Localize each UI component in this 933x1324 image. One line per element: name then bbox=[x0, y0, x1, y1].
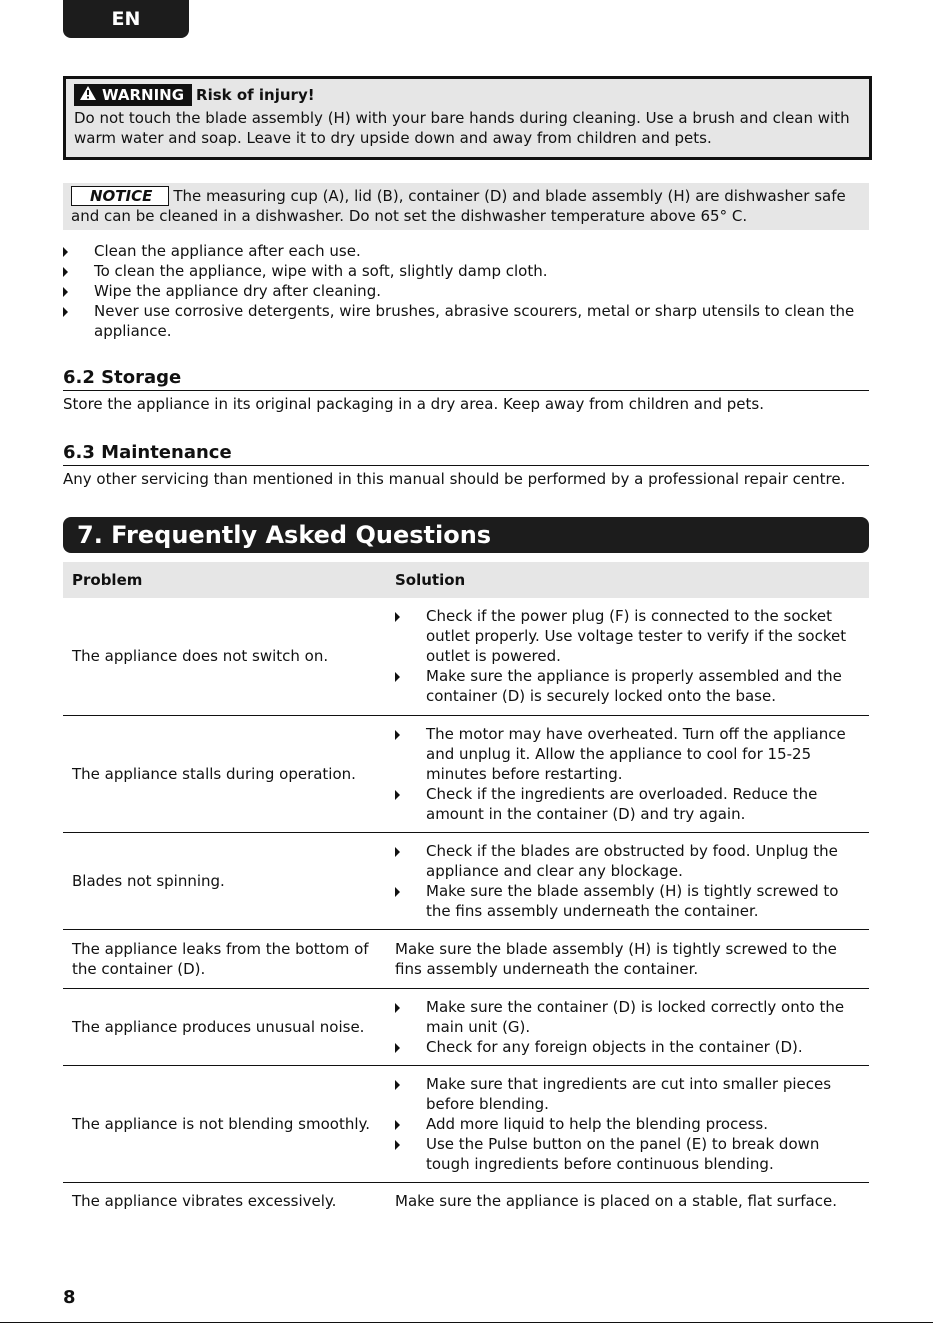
solution-cell bbox=[386, 598, 869, 715]
bullet-icon bbox=[395, 1003, 400, 1013]
list-item bbox=[395, 841, 860, 881]
bullet-icon bbox=[395, 847, 400, 857]
problem-cell: The appliance does not switch on. bbox=[72, 647, 329, 666]
bullet-icon bbox=[395, 612, 400, 622]
storage-heading: 6.2 Storage bbox=[63, 366, 869, 391]
faq-row bbox=[63, 988, 869, 1065]
notice-text: The measuring cup (A), lid (B), container (D) and blade assembly (H) are dishwasher safe and can be cleaned in a dishwasher. Do not set the dishwasher temperature above 65° C. bbox=[71, 187, 846, 225]
bullet-icon bbox=[63, 307, 68, 317]
bullet-icon bbox=[63, 267, 68, 277]
list-item bbox=[395, 724, 860, 784]
problem-cell: The appliance stalls during operation. bbox=[63, 715, 386, 832]
cleaning-item bbox=[63, 241, 863, 261]
bullet-icon bbox=[395, 1080, 400, 1090]
faq-table bbox=[63, 562, 869, 1220]
faq-title: 7. Frequently Asked Questions bbox=[63, 517, 869, 553]
warning-title: Risk of injury! bbox=[196, 86, 315, 104]
cleaning-item bbox=[63, 261, 863, 281]
faq-row bbox=[63, 1065, 869, 1182]
list-item-text: Check for any foreign objects in the container (D). bbox=[426, 1037, 803, 1056]
storage-section bbox=[63, 366, 869, 414]
cleaning-list bbox=[63, 241, 863, 341]
maintenance-heading: 6.3 Maintenance bbox=[63, 441, 869, 466]
problem-cell: Blades not spinning. bbox=[63, 832, 386, 929]
list-item-text: Check if the ingredients are overloaded. Reduce the amount in the container (D) and try again. bbox=[426, 784, 818, 823]
list-item-text: Make sure the container (D) is locked correctly onto the main unit (G). bbox=[426, 997, 845, 1036]
problem-cell: The appliance leaks from the bottom of the container (D). bbox=[63, 929, 386, 988]
list-item bbox=[395, 1037, 860, 1057]
solution-cell bbox=[386, 832, 869, 929]
list-item bbox=[395, 997, 860, 1037]
bullet-icon bbox=[395, 790, 400, 800]
storage-text: Store the appliance in its original packaging in a dry area. Keep away from children and pets. bbox=[63, 395, 764, 413]
bullet-icon bbox=[395, 1140, 400, 1150]
list-item-text: Check if the power plug (F) is connected to the socket outlet properly. Use voltage tester to verify if the socket outlet is powered. bbox=[426, 607, 847, 666]
warning-badge-label: WARNING bbox=[102, 86, 185, 104]
list-item bbox=[395, 1134, 860, 1174]
solution-cell bbox=[386, 715, 869, 832]
warning-triangle-icon bbox=[80, 84, 96, 106]
bullet-icon bbox=[63, 247, 68, 257]
warning-badge bbox=[74, 84, 192, 106]
bottom-rule bbox=[0, 1322, 933, 1323]
list-item-text: Make sure the blade assembly (H) is tightly screwed to the fins assembly underneath the container. bbox=[426, 881, 839, 920]
solution-text: Make sure the blade assembly (H) is tightly screwed to the fins assembly underneath the container. bbox=[395, 939, 837, 978]
list-item bbox=[395, 784, 860, 824]
list-item bbox=[395, 881, 860, 921]
page-number: 8 bbox=[63, 1287, 76, 1308]
faq-row bbox=[63, 832, 869, 929]
list-item bbox=[395, 606, 860, 666]
cleaning-item-text: Clean the appliance after each use. bbox=[94, 242, 361, 260]
faq-row bbox=[63, 715, 869, 832]
list-item bbox=[395, 1114, 860, 1134]
list-item-text: Check if the blades are obstructed by food. Unplug the appliance and clear any blockage. bbox=[426, 841, 838, 880]
list-item-text: Make sure the appliance is properly assembled and the container (D) is securely locked onto the base. bbox=[426, 667, 842, 706]
bullet-icon bbox=[395, 1120, 400, 1130]
language-tab: EN bbox=[63, 0, 189, 38]
notice-badge: NOTICE bbox=[71, 186, 169, 206]
maintenance-text: Any other servicing than mentioned in this manual should be performed by a professional repair centre. bbox=[63, 470, 846, 488]
list-item bbox=[395, 666, 860, 706]
bullet-icon bbox=[395, 887, 400, 897]
solution-cell bbox=[386, 929, 869, 988]
list-item-text: Add more liquid to help the blending process. bbox=[426, 1114, 768, 1133]
bullet-icon bbox=[395, 730, 400, 740]
solution-text: Make sure the appliance is placed on a stable, flat surface. bbox=[395, 1192, 837, 1211]
notice-box bbox=[63, 183, 869, 230]
warning-text: Do not touch the blade assembly (H) with your bare hands during cleaning. Use a brush and clean with warm water and soap. Leave it to dry upside down and away from children and pets. bbox=[74, 109, 850, 147]
list-item-text: Make sure that ingredients are cut into smaller pieces before blending. bbox=[426, 1074, 832, 1113]
warning-box bbox=[63, 76, 872, 160]
bullet-icon bbox=[395, 672, 400, 682]
faq-header-row bbox=[63, 562, 869, 598]
solution-column-header: Solution bbox=[386, 562, 869, 598]
cleaning-item-text: Wipe the appliance dry after cleaning. bbox=[94, 282, 381, 300]
problem-cell: The appliance vibrates excessively. bbox=[63, 1182, 386, 1220]
faq-row bbox=[63, 598, 869, 715]
solution-cell bbox=[386, 1065, 869, 1182]
list-item-text: The motor may have overheated. Turn off the appliance and unplug it. Allow the appliance to cool for 15-25 minutes before restarting. bbox=[426, 724, 846, 783]
problem-cell: The appliance is not blending smoothly. bbox=[63, 1065, 386, 1182]
list-item bbox=[395, 1074, 860, 1114]
maintenance-section bbox=[63, 441, 869, 489]
problem-cell: The appliance produces unusual noise. bbox=[63, 988, 386, 1065]
solution-cell bbox=[386, 988, 869, 1065]
bullet-icon bbox=[63, 287, 68, 297]
list-item-text: Use the Pulse button on the panel (E) to break down tough ingredients before continuous blending. bbox=[426, 1134, 820, 1173]
cleaning-item-text: Never use corrosive detergents, wire brushes, abrasive scourers, metal or sharp utensils to clean the appliance. bbox=[94, 302, 855, 340]
cleaning-item bbox=[63, 301, 863, 341]
cleaning-item-text: To clean the appliance, wipe with a soft, slightly damp cloth. bbox=[94, 262, 548, 280]
bullet-icon bbox=[395, 1043, 400, 1053]
problem-column-header: Problem bbox=[63, 562, 386, 598]
cleaning-item bbox=[63, 281, 863, 301]
solution-cell bbox=[386, 1182, 869, 1220]
faq-row bbox=[63, 929, 869, 988]
faq-row bbox=[63, 1182, 869, 1220]
